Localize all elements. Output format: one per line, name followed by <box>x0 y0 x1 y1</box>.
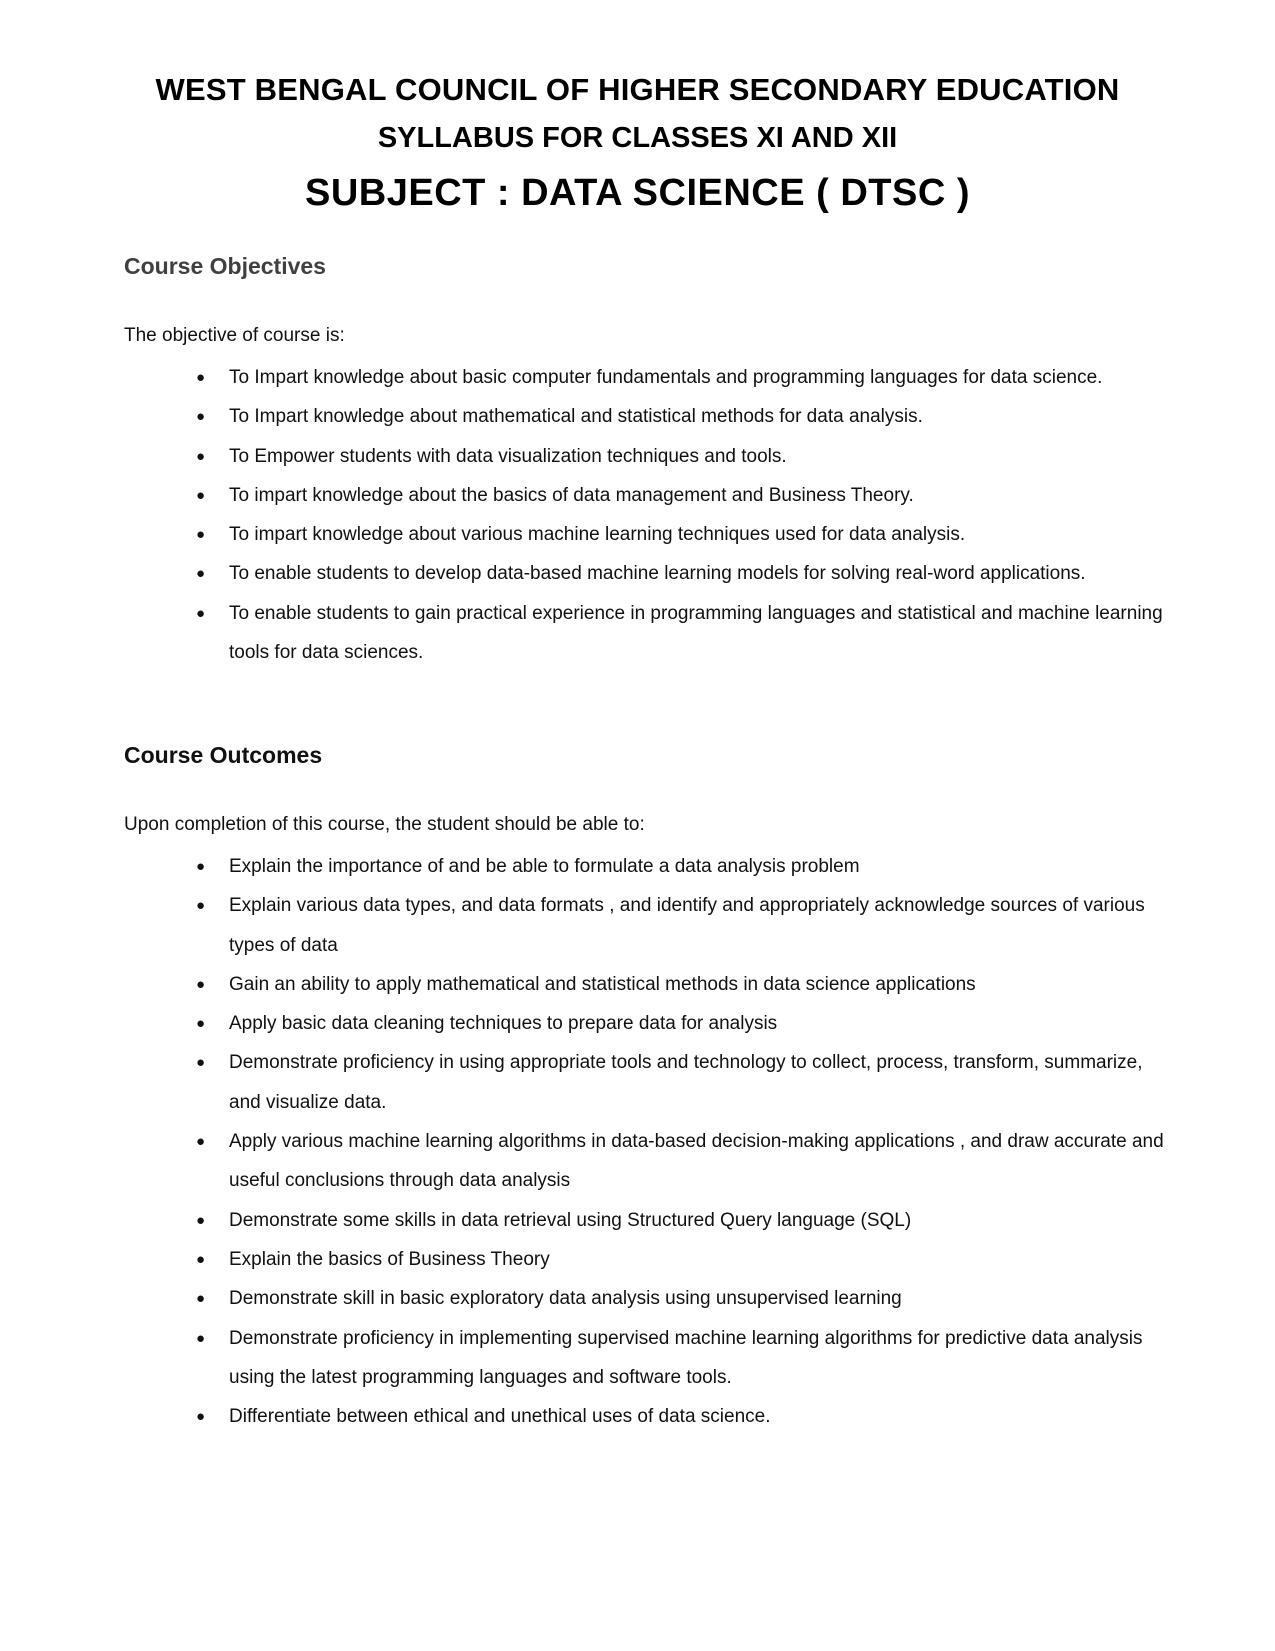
list-item <box>0 1043 1275 1122</box>
subject-title: SUBJECT : DATA SCIENCE ( DTSC ) <box>304 172 971 214</box>
bullet-icon: ● <box>196 975 206 993</box>
list-item-text: Explain various data types, and data formats , and identify and appropriately acknowledge sources of various types of data <box>229 895 1145 956</box>
list-item <box>0 397 1275 436</box>
bullet-icon: ● <box>196 486 206 504</box>
list-item <box>0 847 1275 886</box>
bullet-icon: ● <box>196 604 206 622</box>
bullet-icon: ● <box>196 1408 206 1426</box>
list-item <box>0 1004 1275 1043</box>
syllabus-title: SYLLABUS FOR CLASSES XI AND XII <box>377 122 898 154</box>
list-item-text: Differentiate between ethical and unethical uses of data science. <box>229 1406 771 1428</box>
list-item-text: To enable students to gain practical experience in programming languages and statistical and machine learning tools for data sciences. <box>229 602 1163 664</box>
outcomes-heading: Course Outcomes <box>124 742 323 768</box>
list-item-text: Demonstrate proficiency in using appropriate tools and technology to collect, process, transform, summarize, and visualize data. <box>229 1052 1143 1113</box>
list-item <box>0 1201 1275 1240</box>
objectives-heading: Course Objectives <box>124 253 326 279</box>
bullet-icon: ● <box>196 1250 206 1268</box>
objectives-list <box>0 358 1275 672</box>
bullet-icon: ● <box>196 565 206 583</box>
council-title: WEST BENGAL COUNCIL OF HIGHER SECONDARY EDUCATION <box>155 72 1120 107</box>
list-item-text: To Impart knowledge about basic computer fundamentals and programming languages for data science. <box>229 367 1103 388</box>
list-item <box>0 1240 1275 1279</box>
list-item-text: To Empower students with data visualization techniques and tools. <box>229 445 787 467</box>
bullet-icon: ● <box>196 1329 206 1347</box>
bullet-icon: ● <box>196 447 206 465</box>
list-item-text: Apply various machine learning algorithms in data-based decision-making applications , and draw accurate and useful conclusions through data analysis <box>229 1131 1164 1192</box>
list-item-text: Demonstrate some skills in data retrieval using Structured Query language (SQL) <box>229 1209 912 1231</box>
outcomes-intro: Upon completion of this course, the student should be able to: <box>124 814 645 835</box>
objectives-intro: The objective of course is: <box>124 325 345 346</box>
list-item <box>0 1122 1275 1201</box>
bullet-icon: ● <box>196 1211 206 1229</box>
list-item <box>0 476 1275 515</box>
bullet-icon: ● <box>196 1015 206 1033</box>
list-item <box>0 1279 1275 1318</box>
bullet-icon: ● <box>196 1133 206 1151</box>
list-item <box>0 515 1275 554</box>
list-item-text: Demonstrate proficiency in implementing supervised machine learning algorithms for predictive data analysis using the latest programming languages and software tools. <box>229 1327 1143 1388</box>
list-item-text: Apply basic data cleaning techniques to prepare data for analysis <box>229 1013 778 1035</box>
list-item-text: Explain the basics of Business Theory <box>229 1248 550 1270</box>
bullet-icon: ● <box>196 858 206 875</box>
list-item-text: To enable students to develop data-based machine learning models for solving real-word applications. <box>229 563 1086 585</box>
list-item <box>0 358 1275 397</box>
list-item-text: To impart knowledge about the basics of data management and Business Theory. <box>229 484 914 506</box>
bullet-icon: ● <box>196 1054 206 1072</box>
list-item <box>0 965 1275 1004</box>
list-item <box>0 1397 1275 1436</box>
list-item-text: To impart knowledge about various machine learning techniques used for data analysis. <box>229 524 966 546</box>
list-item <box>0 594 1275 673</box>
outcomes-list <box>0 847 1275 1436</box>
list-item <box>0 554 1275 593</box>
bullet-icon: ● <box>196 526 206 544</box>
list-item-text: To Impart knowledge about mathematical and statistical methods for data analysis. <box>229 406 923 428</box>
bullet-icon: ● <box>196 408 206 426</box>
list-item <box>0 437 1275 476</box>
list-item <box>0 1319 1275 1398</box>
list-item-text: Demonstrate skill in basic exploratory data analysis using unsupervised learning <box>229 1288 902 1310</box>
bullet-icon: ● <box>196 1290 206 1308</box>
list-item <box>0 886 1275 965</box>
list-item-text: Explain the importance of and be able to formulate a data analysis problem <box>229 856 860 877</box>
bullet-icon: ● <box>196 897 206 915</box>
list-item-text: Gain an ability to apply mathematical and statistical methods in data science applications <box>229 973 976 995</box>
bullet-icon: ● <box>196 369 206 386</box>
